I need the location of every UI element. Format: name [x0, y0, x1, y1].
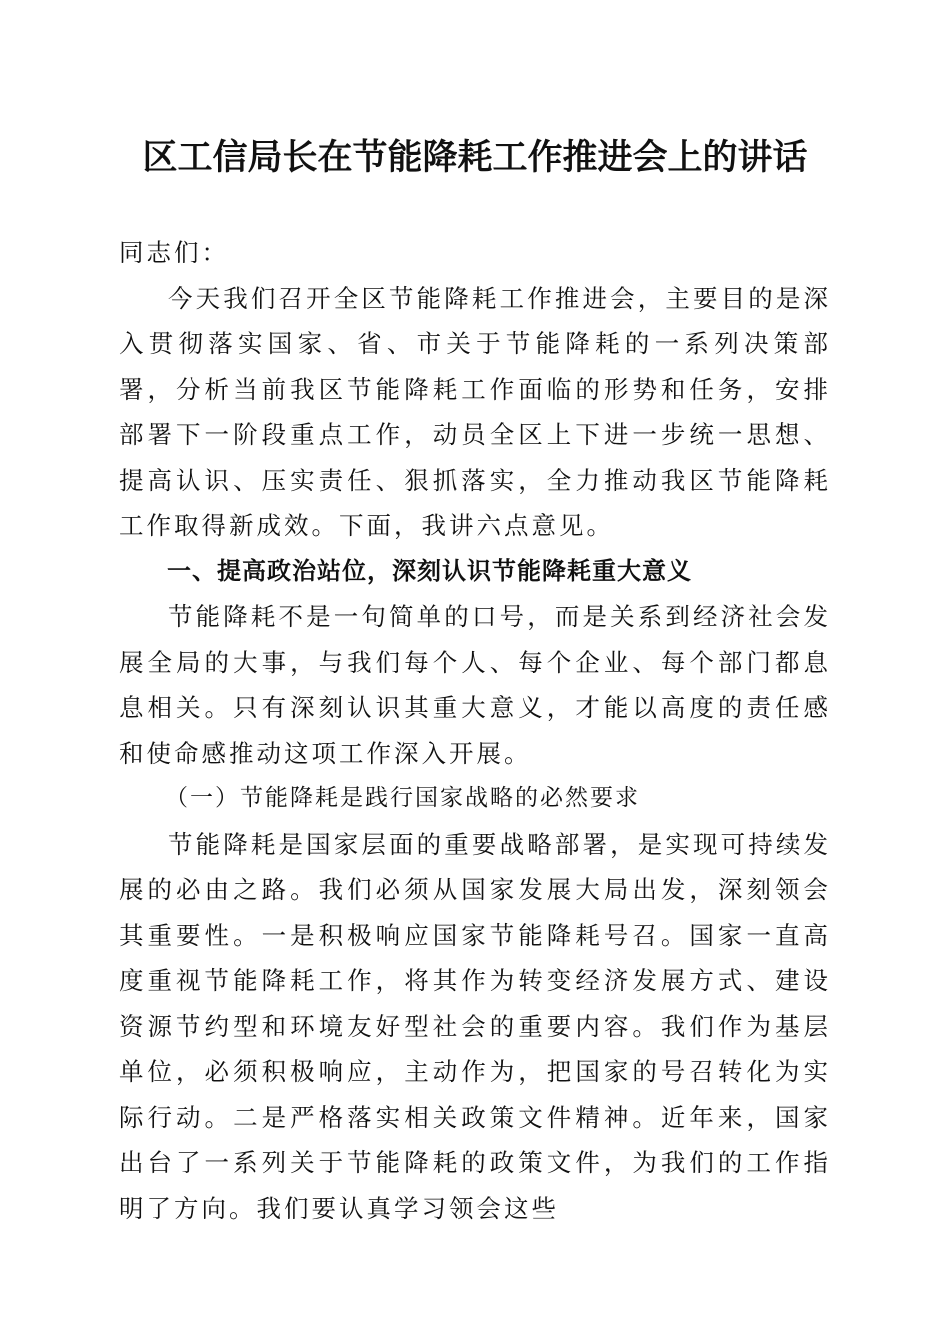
subsection-heading-1: （一）节能降耗是践行国家战略的必然要求 [165, 785, 640, 811]
document-title: 区工信局长在节能降耗工作推进会上的讲话 [142, 137, 808, 178]
salutation: 同志们： [119, 238, 229, 267]
paragraph-section-1: 节能降耗不是一句简单的口号，而是关系到经济社会发展全局的大事，与我们每个人、每个企业、每个部门都息息相关。只有深刻认识其重大意义，才能以高度的责任感和使命感推动这项工作深入开展。 [119, 602, 831, 768]
document-body [119, 230, 831, 1231]
section-heading-1: 一、提高政治站位，深刻认识节能降耗重大意义 [167, 556, 692, 585]
paragraph-intro: 今天我们召开全区节能降耗工作推进会，主要目的是深入贯彻落实国家、省、市关于节能降耗的一系列决策部署，分析当前我区节能降耗工作面临的形势和任务，安排部署下一阶段重点工作，动员全区上下进一步统一思想、提高认识、压实责任、狠抓落实，全力推动我区节能降耗工作取得新成效。下面，我讲六点意见。 [119, 283, 831, 540]
paragraph-subsection-1: 节能降耗是国家层面的重要战略部署，是实现可持续发展的必由之路。我们必须从国家发展大局出发，深刻领会其重要性。一是积极响应国家节能降耗号召。国家一直高度重视节能降耗工作，将其作为转变经济发展方式、建设资源节约型和环境友好型社会的重要内容。我们作为基层单位，必须积极响应，主动作为，把国家的号召转化为实际行动。二是严格落实相关政策文件精神。近年来，国家出台了一系列关于节能降耗的政策文件，为我们的工作指明了方向。我们要认真学习领会这些 [119, 829, 831, 1223]
